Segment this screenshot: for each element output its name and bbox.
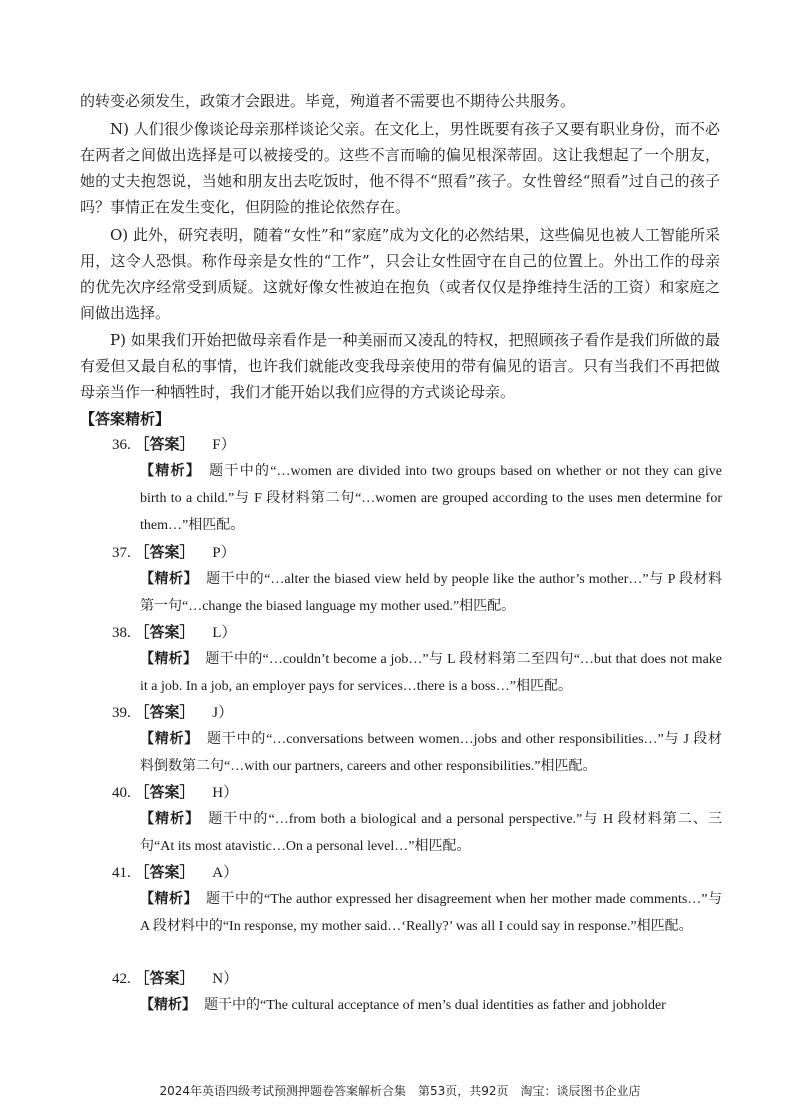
question-36 [112, 432, 236, 458]
question-number: 40. [112, 785, 131, 801]
answer-label: ［答案］ [134, 545, 195, 561]
question-41 [112, 860, 238, 886]
answer-label: ［答案］ [134, 437, 195, 453]
analysis-label: 【精析】 [140, 651, 198, 667]
answer-label: ［答案］ [134, 865, 195, 881]
analysis-label: 【精析】 [140, 811, 201, 827]
page-footer: 2024年英语四级考试预测押题卷答案解析合集 第53页，共92页 淘宝：谈辰图书企业店 [159, 1084, 641, 1098]
analysis-37 [140, 566, 722, 620]
analysis-41 [140, 886, 722, 940]
question-38 [112, 620, 236, 646]
paragraph-n: N) 人们很少像谈论母亲那样谈论父亲。在文化上，男性既要有孩子又要有职业身份，而不必在两者之间做出选择是可以被接受的。这些不言而喻的偏见根深蒂固。这让我想起了一个朋友，她的丈夫抱怨说，当她和朋友出去吃饭时，他不得不“照看”孩子。女性曾经“照看”过自己的孩子吗？事情正在发生变化，但阴险的推论依然存在。 [80, 120, 720, 216]
analysis-text: 题干中的“The author expressed her disagreement when her mother made comments…”与 A 段材料中的“In response, my mother said…‘Really?’ was all I could say in response.”相匹配。 [140, 892, 723, 934]
answer-value: F） [212, 437, 236, 453]
question-number: 37. [112, 545, 131, 561]
analysis-label: 【精析】 [140, 463, 202, 479]
analysis-label: 【精析】 [140, 731, 200, 747]
answer-label: ［答案］ [134, 705, 195, 721]
answer-value: J） [212, 705, 234, 721]
question-number: 38. [112, 625, 131, 641]
analysis-text: 题干中的“…from both a biological and a personal perspective.”与 H 段材料第二、三句“At its most atavistic…On a personal level…”相匹配。 [140, 812, 722, 854]
analysis-text: 题干中的“…women are divided into two groups based on whether or not they can give birth to a child.”与 F 段材料第二句“…women are grouped according to the uses men determine for them…”相匹配。 [140, 464, 722, 533]
question-number: 39. [112, 705, 131, 721]
question-40 [112, 780, 238, 806]
analysis-39 [140, 726, 722, 780]
question-39 [112, 700, 233, 726]
analysis-label: 【精析】 [140, 571, 199, 587]
analysis-40 [140, 806, 722, 860]
answer-value: N） [212, 971, 239, 987]
analysis-text: 题干中的“…couldn’t become a job…”与 L 段材料第二至四句“…but that does not make it a job. In a job, an employer pays for services…there is a boss…”相匹配。 [140, 652, 722, 694]
question-number: 42. [112, 971, 131, 987]
paragraph-continuation: 的转变必须发生，政策才会跟进。毕竟，殉道者不需要也不期待公共服务。 [80, 92, 576, 110]
answer-label: ［答案］ [134, 785, 195, 801]
answer-label: ［答案］ [134, 971, 195, 987]
answer-label: ［答案］ [134, 625, 195, 641]
analysis-36 [140, 458, 722, 539]
analysis-42 [140, 992, 722, 1019]
answer-analysis-heading: 【答案精析】 [80, 410, 171, 428]
answer-value: L） [212, 625, 237, 641]
analysis-text: 题干中的“The cultural acceptance of men’s dual identities as father and jobholder [204, 998, 666, 1013]
question-number: 36. [112, 437, 131, 453]
answer-value: H） [212, 785, 239, 801]
paragraph-o: O) 此外，研究表明，随着“女性”和“家庭”成为文化的必然结果，这些偏见也被人工智能所采用，这令人恐惧。称作母亲是女性的“工作”，只会让女性固守在自己的位置上。外出工作的母亲的优先次序经常受到质疑。这就好像女性被迫在抱负（或者仅仅是挣维持生活的工资）和家庭之间做出选择。 [80, 226, 720, 322]
analysis-label: 【精析】 [140, 891, 199, 907]
question-42 [112, 966, 238, 992]
answer-value: P） [212, 545, 236, 561]
answer-value: A） [212, 865, 239, 881]
analysis-label: 【精析】 [140, 997, 196, 1013]
paragraph-p: P) 如果我们开始把做母亲看作是一种美丽而又凌乱的特权，把照顾孩子看作是我们所做的最有爱但又最自私的事情，也许我们就能改变我母亲使用的带有偏见的语言。只有当我们不再把做母亲当作一种牺牲时，我们才能开始以我们应得的方式谈论母亲。 [80, 331, 720, 401]
analysis-text: 题干中的“…alter the biased view held by people like the author’s mother…”与 P 段材料第一句“…change the biased language my mother used.”相匹配。 [140, 572, 722, 614]
analysis-38 [140, 646, 722, 700]
analysis-text: 题干中的“…conversations between women…jobs and other responsibilities…”与 J 段材料倒数第二句“…with our partners, careers and other responsibilities.”相匹配。 [140, 732, 722, 774]
question-number: 41. [112, 865, 131, 881]
question-37 [112, 540, 236, 566]
